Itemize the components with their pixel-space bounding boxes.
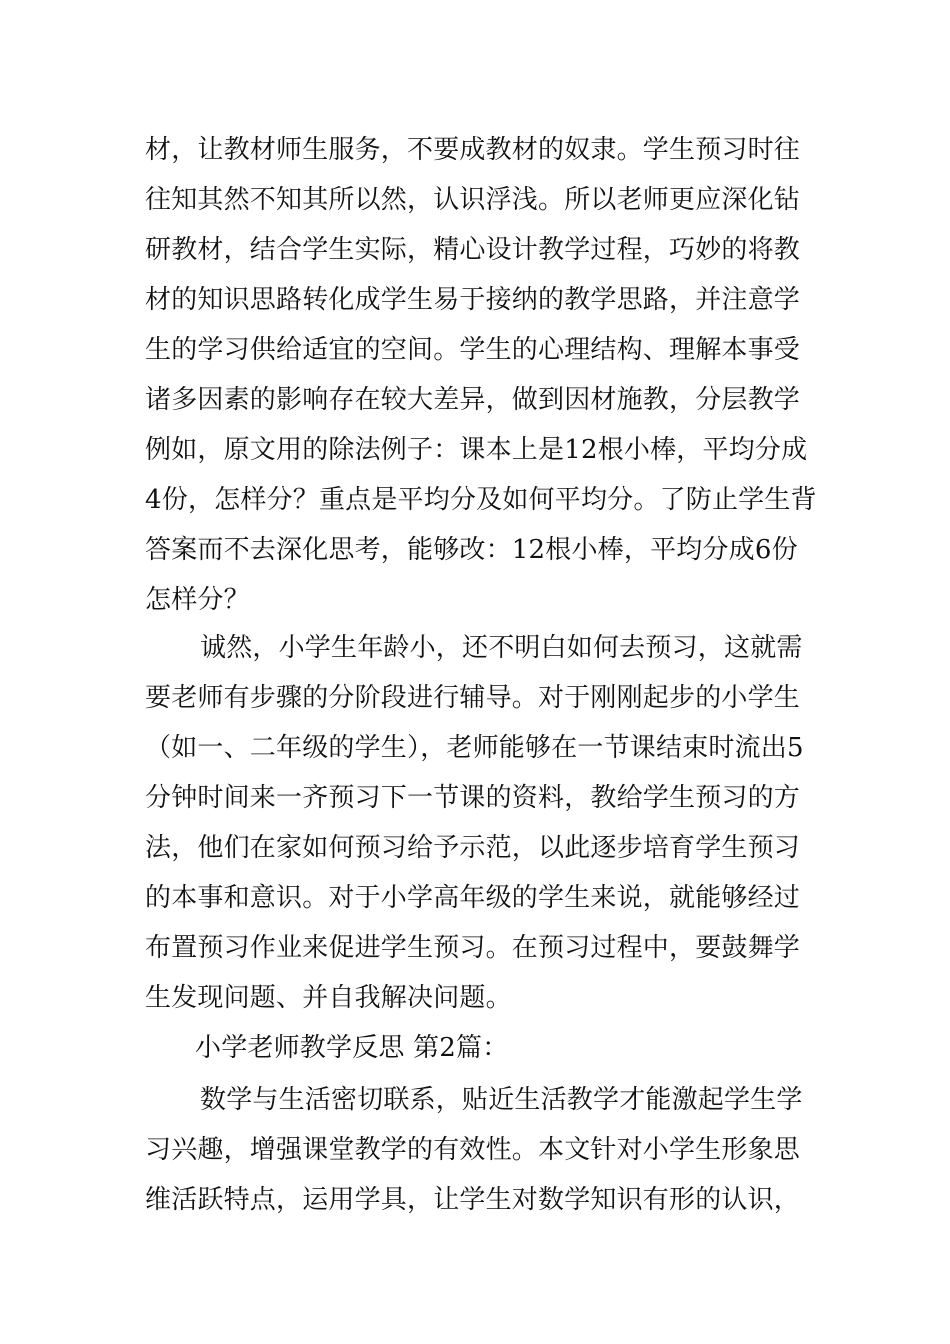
text-line: 生发现问题、并自我解决问题。 bbox=[145, 983, 512, 1013]
text-line: 材的知识思路转化成学生易于接纳的教学思路，并注意学 bbox=[145, 285, 801, 315]
text-line: 材，让教材师生服务，不要成教材的奴隶。学生预习时往 bbox=[145, 135, 801, 165]
paragraph-start-line: 诚然，小学生年龄小，还不明白如何去预习，这就需 bbox=[200, 633, 803, 663]
text-line: 研教材，结合学生实际，精心设计教学过程，巧妙的将教 bbox=[145, 235, 801, 265]
text-line: 法，他们在家如何预习给予示范，以此逐步培育学生预习 bbox=[145, 833, 801, 863]
text-line: 4份，怎样分？重点是平均分及如何平均分。了防止学生背 bbox=[145, 485, 817, 515]
paragraph-start-line: 数学与生活密切联系，贴近生活教学才能激起学生学 bbox=[200, 1085, 803, 1115]
text-line: （如一、二年级的学生），老师能够在一节课结束时流出5 bbox=[145, 733, 804, 763]
text-line: 往知其然不知其所以然，认识浮浅。所以老师更应深化钻 bbox=[145, 185, 801, 215]
text-line: 习兴趣，增强课堂教学的有效性。本文针对小学生形象思 bbox=[145, 1135, 801, 1165]
text-line: 的本事和意识。对于小学高年级的学生来说，就能够经过 bbox=[145, 883, 801, 913]
text-line: 例如，原文用的除法例子：课本上是12根小棒，平均分成 bbox=[145, 435, 808, 465]
section-heading: 小学老师教学反思 第2篇： bbox=[195, 1033, 509, 1063]
text-line: 分钟时间来一齐预习下一节课的资料，教给学生预习的方 bbox=[145, 783, 801, 813]
text-line: 答案而不去深化思考，能够改：12根小棒，平均分成6份 bbox=[145, 535, 798, 565]
text-line: 生的学习供给适宜的空间。学生的心理结构、理解本事受 bbox=[145, 335, 801, 365]
text-line: 诸多因素的影响存在较大差异，做到因材施教，分层教学 bbox=[145, 385, 801, 415]
text-line: 维活跃特点，运用学具，让学生对数学知识有形的认识， bbox=[145, 1185, 801, 1215]
text-line: 怎样分？ bbox=[145, 585, 250, 615]
text-line: 布置预习作业来促进学生预习。在预习过程中，要鼓舞学 bbox=[145, 933, 801, 963]
text-line: 要老师有步骤的分阶段进行辅导。对于刚刚起步的小学生 bbox=[145, 683, 801, 713]
